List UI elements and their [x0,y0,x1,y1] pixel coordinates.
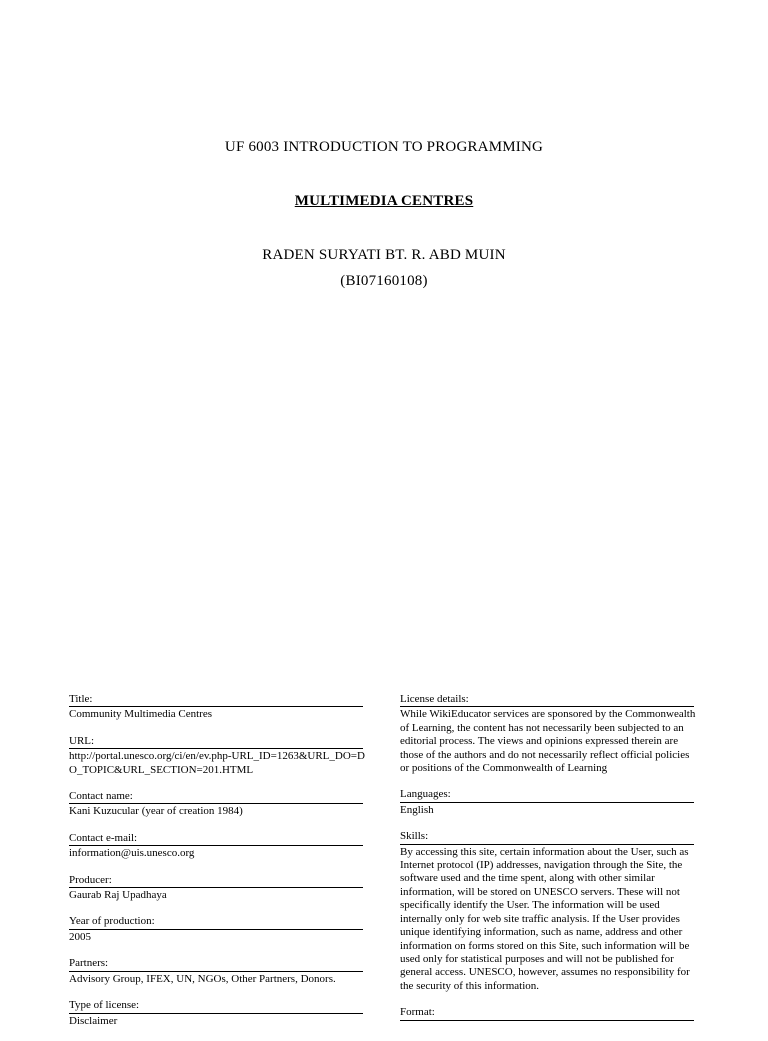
field-label: Languages: [400,788,694,802]
right-metadata-column [400,693,700,1034]
field-languages [400,788,700,817]
field-value: Community Multimedia Centres [69,708,212,721]
field-value: Kani Kuzucular (year of creation 1984) [69,805,243,818]
field-label: URL: [69,735,363,749]
author-name: RADEN SURYATI BT. R. ABD MUIN [262,247,506,263]
field-value: information@uis.unesco.org [69,847,195,860]
field-skills [400,830,700,993]
field-contact-email [69,832,369,861]
document-title: MULTIMEDIA CENTRES [294,193,474,209]
field-label: Title: [69,693,363,707]
student-id: (BI07160108) [340,273,428,289]
field-partners [69,957,369,986]
field-label: Type of license: [69,999,363,1013]
field-value: English [400,803,434,816]
field-value: 2005 [69,930,91,943]
course-title: UF 6003 INTRODUCTION TO PROGRAMMING [224,139,544,155]
field-year-of-production [69,915,369,944]
field-label: Partners: [69,957,363,971]
field-value: By accessing this site, certain information about the User, such as Internet protocol (IP) addresses, navigation through the Site, the software used and the time spent, along with other similar information, will be stored on UNESCO servers. These will not specifically identify the User. The information will be used internally only for web site traffic analysis. If the User provides unique identifying information, such as name, address and other information on forms stored on this Site, such information will be used only for statistical purposes and will not be published for general access. UNESCO, however, assumes no responsibility for the security of this information. [400,845,690,992]
field-title [69,693,369,722]
field-label: Producer: [69,874,363,888]
field-format [400,1006,700,1020]
field-value: Disclaimer [69,1014,118,1027]
field-value: http://portal.unesco.org/ci/en/ev.php-URL_ID=1263&URL_DO=DO_TOPIC&URL_SECTION=201.HTML [69,750,365,776]
field-license-details [400,693,700,775]
field-value: While WikiEducator services are sponsored by the Commonwealth of Learning, the content has not necessarily been subjected to an editorial process. The views and opinions expressed therein are those of the authors and do not necessarily reflect official policies or positions of the Commonwealth of Learning [400,708,696,775]
field-value: Advisory Group, IFEX, UN, NGOs, Other Partners, Donors. [69,972,336,985]
field-label: Skills: [400,830,694,844]
field-label: Format: [400,1006,694,1020]
field-label: Contact e-mail: [69,832,363,846]
field-label: Contact name: [69,790,363,804]
field-value: Gaurab Raj Upadhaya [69,889,167,902]
field-contact-name [69,790,369,819]
field-producer [69,874,369,903]
left-metadata-column [69,693,369,1041]
field-url [69,735,369,777]
field-label: License details: [400,693,694,707]
field-label: Year of production: [69,915,363,929]
